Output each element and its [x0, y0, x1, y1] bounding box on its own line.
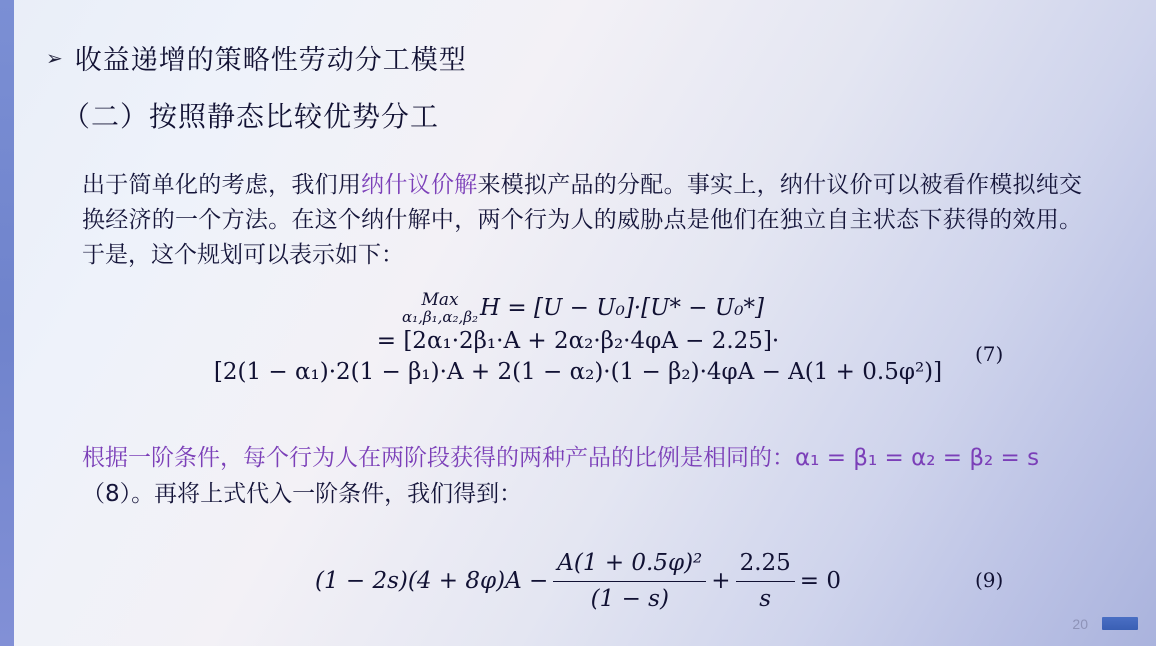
paragraph-intro-highlight: 纳什议价解: [361, 172, 478, 198]
max-operator: [402, 292, 478, 326]
max-operator-variables: α₁,β₁,α₂,β₂: [402, 307, 479, 326]
slide-heading: 收益递增的策略性劳动分工模型: [74, 45, 467, 76]
equation-9-fraction-1: [553, 548, 706, 615]
paragraph-intro: [82, 168, 1082, 273]
equation-9-fraction-2-denominator: s: [759, 586, 772, 612]
heading-row: [46, 38, 467, 77]
slide-subheading: （二）按照静态比较优势分工: [62, 100, 440, 133]
arrow-bullet-icon: ➢: [46, 47, 63, 70]
equation-7: [0, 292, 1156, 388]
equation-9-number: (9): [975, 568, 1004, 592]
paragraph-intro-part-b: 来模拟产品的分配。事实上，纳什议价可以被看作模拟纯交换经济的一个方法。在这个纳什解中，两个行为人的威胁点是他们在独立自主状态下获得的效用。于是，这个规划可以表示如下：: [82, 172, 1083, 268]
paragraph-intro-part-a: 出于简单化的考虑，我们用: [82, 172, 362, 198]
equation-9-left: (1 − 2s)(4 + 8φ)A −: [314, 568, 549, 594]
paragraph-foc-part-b: （8）。再将上式代入一阶条件，我们得到：: [82, 481, 523, 507]
equation-9-tail: = 0: [799, 568, 842, 594]
paragraph-first-order-condition: [82, 440, 1092, 512]
equation-9-fraction-1-numerator: A(1 + 0.5φ)²: [553, 548, 706, 582]
equation-9-fraction-2-numerator: 2.25: [736, 548, 795, 582]
equation-7-line-2: = [2α₁·2β₁·A + 2α₂·β₂·4φA − 2.25]·: [376, 327, 780, 354]
paragraph-foc-part-a: 根据一阶条件，每个行为人在两阶段获得的两种产品的比例是相同的：α₁ = β₁ = α₂ = β₂ = s: [82, 445, 1040, 471]
equation-7-line-3: [2(1 − α₁)·2(1 − β₁)·A + 2(1 − α₂)·(1 − β₂)·4φA − A(1 + 0.5φ²)]: [213, 358, 943, 385]
equation-7-number: (7): [975, 342, 1004, 366]
page-number: 20: [1072, 616, 1088, 632]
equation-9-plus-sign: +: [711, 568, 731, 594]
equation-9-fraction-2: [736, 548, 795, 615]
equation-7-line-1-body: H = [U − U₀]·[U* − U₀*]: [480, 294, 764, 321]
max-operator-label: Max: [421, 290, 459, 310]
corner-decoration: [1102, 617, 1138, 630]
equation-9-fraction-1-denominator: (1 − s): [590, 586, 669, 612]
equation-7-line-1: [0, 292, 1156, 326]
